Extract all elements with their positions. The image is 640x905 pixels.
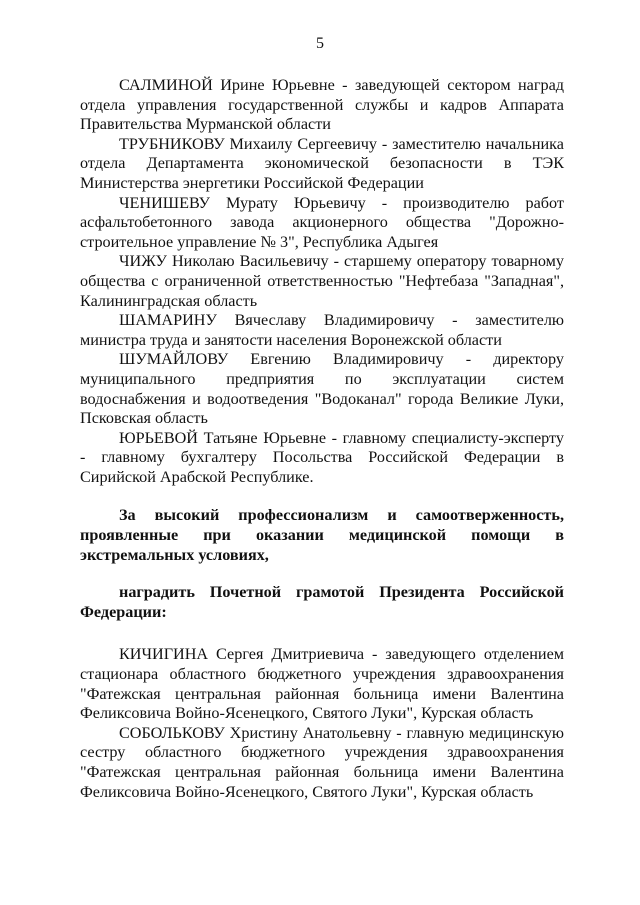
award-heading: наградить Почетной грамотой Президента Российской Федерации:	[80, 583, 564, 621]
award-entry-shumaylov: ШУМАЙЛОВУ Евгению Владимировичу - директору муниципального предприятия по эксплуатации систем водоснабжения и водоотведения "Водоканал" города Великие Луки, Псковская область	[80, 350, 564, 428]
award-entry-chenishev: ЧЕНИШЕВУ Мурату Юрьевичу - производителю работ асфальтобетонного завода акционерного общества "Дорожно-строительное управление № 3", Республика Адыгея	[80, 193, 564, 251]
award-entry-trubnikov: ТРУБНИКОВУ Михаилу Сергеевичу - заместителю начальника отдела Департамента экономической безопасности в ТЭК Министерства энергетики Российской Федерации	[80, 134, 564, 192]
award-entry-shamarin: ШАМАРИНУ Вячеславу Владимировичу - заместителю министра труда и занятости населения Воронежской области	[80, 311, 564, 349]
award-entry-sobolkova: СОБОЛЬКОВУ Христину Анатольевну - главную медицинскую сестру областного бюджетного учреждения здравоохранения "Фатежская центральная районная больница имени Валентина Феликсовича Войно-Ясенецкого, Святого Луки", Курская область	[80, 723, 564, 801]
section-heading: За высокий профессионализм и самоотверженность, проявленные при оказании медицинской помощи в экстремальных условиях,	[80, 506, 564, 564]
award-entry-salminoy: САЛМИНОЙ Ирине Юрьевне - заведующей сектором наград отдела управления государственной службы и кадров Аппарата Правительства Мурманской области	[80, 76, 564, 134]
document-body	[80, 76, 564, 802]
page-number: 5	[316, 35, 324, 52]
award-entry-yuryeva: ЮРЬЕВОЙ Татьяне Юрьевне - главному специалисту-эксперту - главному бухгалтеру Посольства Российской Федерации в Сирийской Арабской Республике.	[80, 428, 564, 486]
award-entry-chizh: ЧИЖУ Николаю Васильевичу - старшему оператору товарному общества с ограниченной ответственностью "Нефтебаза "Западная", Калининградская область	[80, 252, 564, 310]
award-entry-kichigin: КИЧИГИНА Сергея Дмитриевича - заведующего отделением стационара областного бюджетного учреждения здравоохранения "Фатежская центральная районная больница имени Валентина Феликсовича Войно-Ясенецкого, Святого Луки", Курская область	[80, 645, 564, 723]
